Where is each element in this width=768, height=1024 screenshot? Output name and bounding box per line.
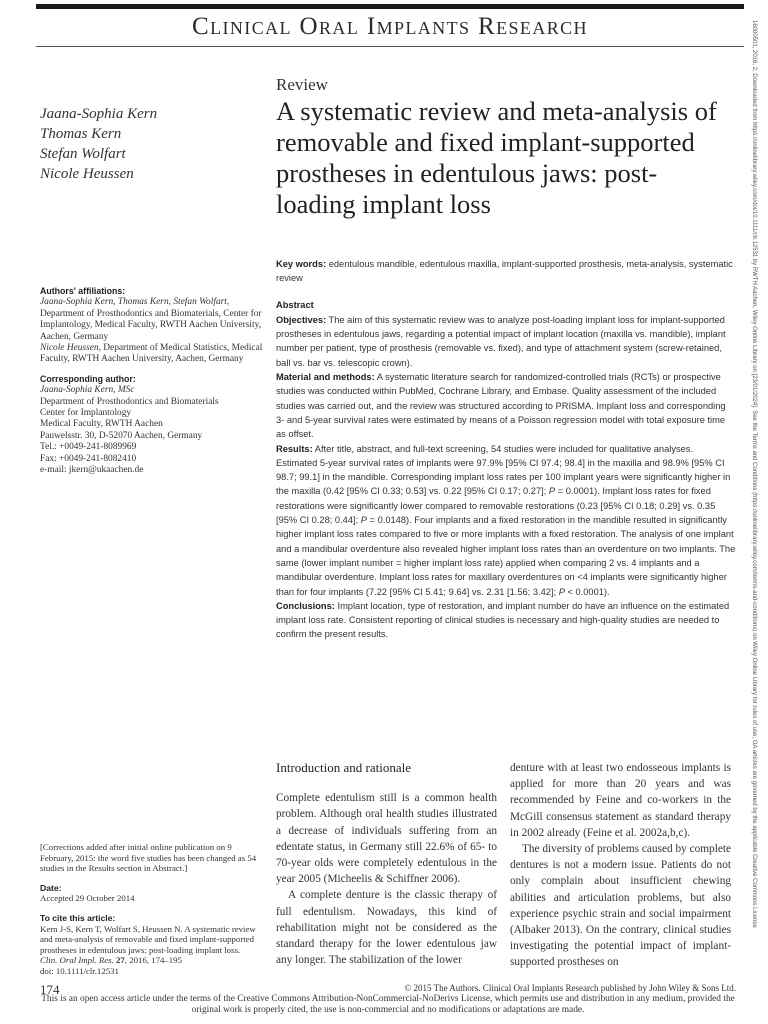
corresponding-heading: Corresponding author: xyxy=(40,373,136,384)
affiliation-1 xyxy=(40,297,265,343)
affiliation-names: Jaana-Sophia Kern, Thomas Kern, Stefan Wolfart, xyxy=(40,297,230,308)
corresponding-phone: Tel.: +0049-241-8089969 xyxy=(40,442,137,453)
keywords-text: edentulous mandible, edentulous maxilla, implant-supported prosthesis, meta-analysis, systematic review xyxy=(276,259,733,284)
header-rule xyxy=(36,46,744,47)
affiliations-block xyxy=(40,286,265,477)
cite-doi: doi: 10.1111/clr.12531 xyxy=(40,965,119,976)
cite-text: Kern J-S, Kern T, Wolfart S, Heussen N. A systematic review and meta-analysis of removable and fixed implant-supported prostheses in edentulous jaws: post-loading implant loss. xyxy=(40,923,256,955)
keywords-label: Key words: xyxy=(276,259,327,269)
affiliation-department: Department of Medical Statistics, Medical Faculty, RWTH Aachen University, Aachen, Germany xyxy=(40,343,263,365)
abstract-methods xyxy=(276,370,736,441)
journal-name: Clinical Oral Implants Research xyxy=(192,13,588,40)
side-note-text: 16000501, 2016, 2, Downloaded from https://onlinelibrary.wiley.com/doi/10.1111/clr.12531 by RWTH Aachen, Wiley Online Library on [23/01/2024]. See the Terms and Conditions (https://onlinelibrary.wiley.com/terms-and-conditions) on Wiley Online Library for rules of use; OA articles are governed by the applicable Creative Commons License xyxy=(751,20,757,928)
corresponding-fax: Fax: +0049-241-8082410 xyxy=(40,453,137,464)
author-list xyxy=(40,104,157,184)
article-notes xyxy=(40,842,265,977)
results-text: = 0.0001). Implant loss rates for fixed restorations were significantly lower compared to removable restorations (0.23 [95% CI 0.18; 0.29] vs. 0.35 [95% CI 0.28; 0.44]; xyxy=(276,486,716,526)
abstract-block xyxy=(276,257,736,642)
abstract-conclusions xyxy=(276,599,736,642)
methods-text: A systematic literature search for randomized-controlled trials (RCTs) or prospective studies was conducted within PubMed, Cochrane Library, and Embase. Quality assessment of the included studies was carried out, and the review was structured according to PRISMA. Implant loss and corresponding 3- and 5-year survival rates were estimated by means of a Poisson regression model with total exposure time as offset. xyxy=(276,372,726,440)
cite-journal: Clin. Oral Impl. Res. xyxy=(40,955,114,966)
results-text: < 0.0001). xyxy=(564,586,610,597)
license-text: This is an open access article under the terms of the Creative Commons Attribution-NonCommercial-NoDerivs License, which permits use and distribution in any medium, provided the original work is properly cited, the use is non-commercial and no modifications or adaptations are made. xyxy=(41,994,735,1015)
body-column-left xyxy=(276,760,497,968)
body-paragraph: denture with at least two endosseous implants is applied for more than 20 years and was recommended by Feine and co-workers in the McGill consensus statement as standard therapy in 2002 already (Feine et al. 2002a,b,c). xyxy=(510,762,731,839)
corresponding-line: Center for Implantology xyxy=(40,408,132,419)
results-text: = 0.0148). Four implants and a fixed restoration in the mandible resulted in significantly higher implant loss rates compared to five or more implants with a fixed restoration. The analysis of one implant and a mandibular overdenture also revealed higher implant loss rates than an overdenture on two implants. The same (lower implant number = higher implant loss rate) applied when comparing 2 vs. 4 implants and a mandibular overdenture. Implant loss rates for maxillary overdentures on <4 implants were significantly higher than for four implants (7.22 [95% CI 5.41; 9.64] vs. 2.31 [1.56; 3.42]; xyxy=(276,515,736,597)
p-value-symbol: P xyxy=(548,486,556,497)
results-text: After title, abstract, and full-text screening, 54 studies were included for qualitative analyses. Estimated 5-year survival rates of implants were 97.9% [95% CI 97.4; 98.4] in the maxilla and 98.9% [95% CI 98.7; 99.1] in the mandible. Corresponding implant loss rates per 100 implant years were significantly higher in the maxilla (0.42 [95% CI 0.33; 0.53] vs. 0.22 [95% CI 0.17; 0.27]; xyxy=(276,443,731,497)
corresponding-line: Medical Faculty, RWTH Aachen xyxy=(40,419,163,430)
p-value-symbol: P xyxy=(360,515,367,526)
objectives-text: The aim of this systematic review was to analyze post-loading implant loss for implant-supported prostheses in edentulous jaws, regarding a potential impact of implant location (maxilla vs. mandible), implant number per patient, type of prosthesis (removable vs. fixed), and type of attachment system (screw-retained, ball vs. bar vs. telescopic crown). xyxy=(276,314,726,368)
abstract-heading: Abstract xyxy=(276,299,314,310)
body-paragraph: The diversity of problems caused by complete dentures is not a modern issue. Patients do not only complain about insufficient chewing abilities and articulation problems, but also experience psychic strain and social impairment (Albaker 2013). On the contrary, clinical studies investigating the potential impact of implant-supported prostheses on xyxy=(510,843,731,969)
objectives-label: Objectives: xyxy=(276,314,327,325)
date-heading: Date: xyxy=(40,882,62,893)
abstract-objectives xyxy=(276,313,736,370)
corresponding-name: Jaana-Sophia Kern, MSc xyxy=(40,385,135,396)
cite-source xyxy=(40,955,265,966)
side-download-note xyxy=(745,20,759,1000)
page-number: 174 xyxy=(40,982,60,997)
affiliation-2 xyxy=(40,343,265,366)
header-bar xyxy=(36,4,744,9)
article-section: Review xyxy=(276,75,328,94)
body-column-right xyxy=(510,760,731,971)
abstract-results xyxy=(276,442,736,599)
affiliation-names: Nicole Heussen, xyxy=(40,343,101,354)
conclusions-text: Implant location, type of restoration, and implant number do have an influence on the estimated implant loss rate. Consistent reporting of clinical studies is necessary and high-quality studies are needed to confirm the present results. xyxy=(276,600,730,640)
results-label: Results: xyxy=(276,443,313,454)
body-paragraph: Complete edentulism still is a common health problem. Although oral health studies illustrated a decrease of individuals suffering from an edentate status, in Germany still 22.6% of 65- to 70-year olds were completely edentulous in the year 2005 (Micheelis & Schiffner 2006). xyxy=(276,792,497,886)
corresponding-email: e-mail: jkern@ukaachen.de xyxy=(40,465,144,476)
keywords xyxy=(276,257,736,286)
date-value: Accepted 29 October 2014 xyxy=(40,893,135,904)
author-name: Jaana-Sophia Kern xyxy=(40,106,158,122)
body-paragraph: A complete denture is the classic therapy of full edentulism. Nowadays, this kind of rehabilitation might not be considered as the standard therapy for the lower edentulous jaw any longer. The stabilization of the lower xyxy=(276,889,497,967)
corresponding-line: Department of Prosthodontics and Biomaterials xyxy=(40,396,219,407)
p-value-symbol: P xyxy=(558,586,565,597)
corresponding-line: Pauwelsstr. 30, D-52070 Aachen, Germany xyxy=(40,430,203,441)
intro-heading: Introduction and rationale xyxy=(276,760,412,775)
article-title: A systematic review and meta-analysis of removable and fixed implant-supported prostheses in edentulous jaws: post-loading implant loss xyxy=(276,96,717,219)
author-name: Stefan Wolfart xyxy=(40,146,126,162)
correction-note: [Corrections added after initial online publication on 9 February, 2015: the word five studies has been changed as 54 studies in the Results section in Abstract.] xyxy=(40,842,257,874)
copyright-line: © 2015 The Authors. Clinical Oral Implants Research published by John Wiley & Sons Ltd. xyxy=(404,983,736,993)
author-name: Thomas Kern xyxy=(40,126,122,142)
affiliations-heading: Authors' affiliations: xyxy=(40,286,126,296)
conclusions-label: Conclusions: xyxy=(276,600,335,611)
cite-volume: 27 xyxy=(116,955,125,966)
cite-heading: To cite this article: xyxy=(40,912,116,923)
affiliation-department: Department of Prosthodontics and Biomaterials, Center for Implantology, Medical Faculty, RWTH Aachen University, Aachen, Germany xyxy=(40,308,262,342)
methods-label: Material and methods: xyxy=(276,372,375,383)
cite-pages: , 2016, 174–195 xyxy=(124,955,182,966)
author-name: Nicole Heussen xyxy=(40,166,134,182)
